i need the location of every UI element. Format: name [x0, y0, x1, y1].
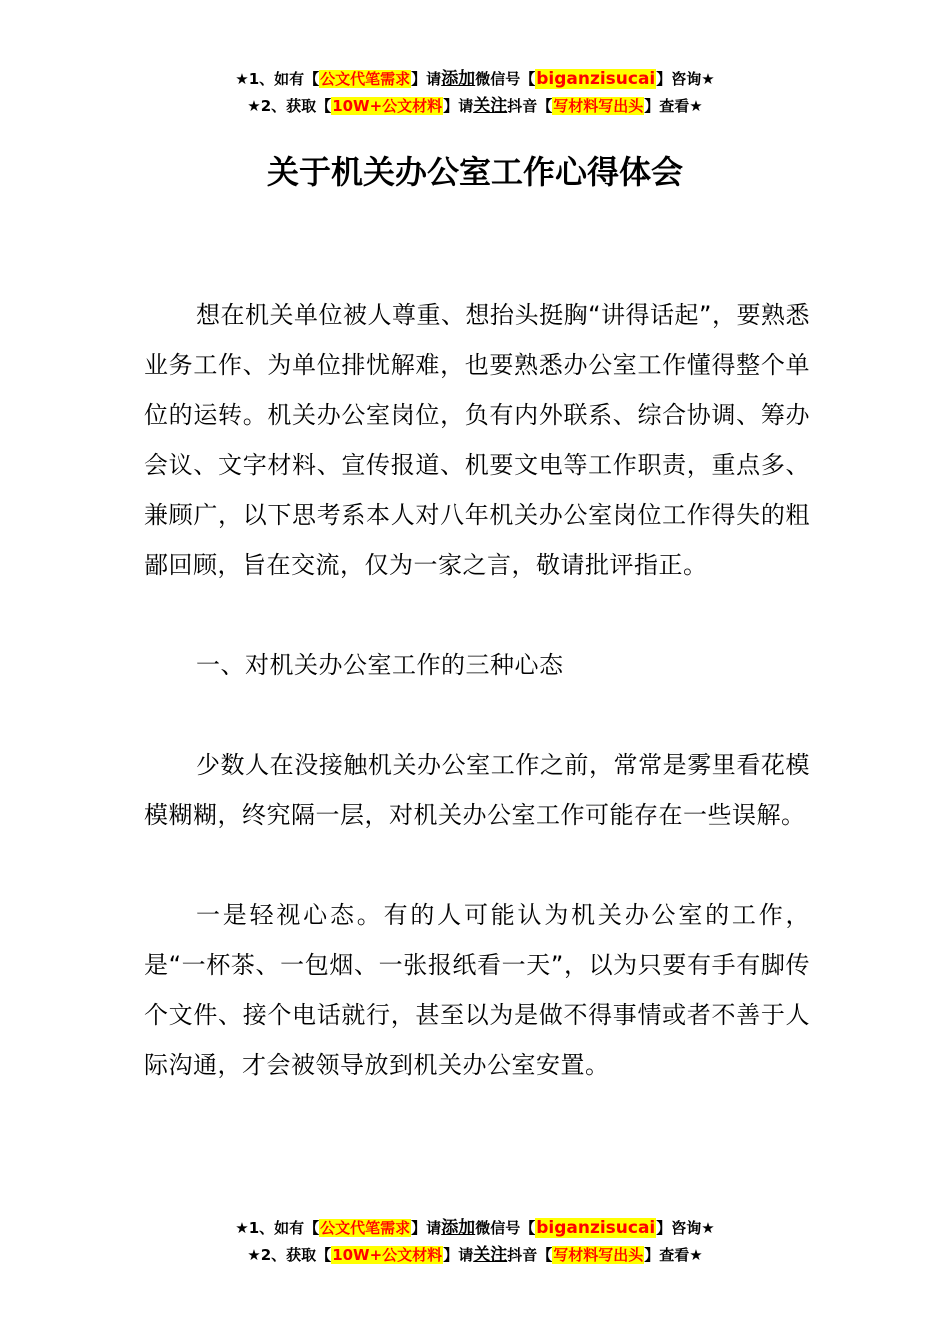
banner-text: 】请: [443, 1246, 474, 1264]
document-title: 关于机关办公室工作心得体会: [266, 153, 683, 191]
banner-text: 】请: [443, 97, 474, 115]
banner-text: 微信号【: [475, 1219, 536, 1237]
banner-highlight-wechat-id: biganzisucai: [536, 1218, 656, 1238]
banner-text: ★2、获取【: [247, 1246, 332, 1264]
banner-text: 】咨询★: [656, 70, 715, 88]
banner-underline: 关注: [473, 1245, 508, 1265]
banner-highlight-douyin: 写材料写出头: [553, 97, 644, 115]
paragraph: 少数人在没接触机关办公室工作之前，常常是雾里看花模模糊糊，终究隔一层，对机关办公室工作可能存在一些误解。: [144, 751, 810, 829]
section-heading: 一、对机关办公室工作的三种心态: [196, 651, 564, 679]
banner-line-1: [0, 1215, 950, 1242]
paragraph-intro: 想在机关单位被人尊重、想抬头挺胸“讲得话起”，要熟悉业务工作、为单位排忧解难，也要熟悉办公室工作懂得整个单位的运转。机关办公室岗位，负有内外联系、综合协调、筹办会议、文字材料、宣传报道、机要文电等工作职责，重点多、兼顾广，以下思考系本人对八年机关办公室岗位工作得失的粗鄙回顾，旨在交流，仅为一家之言，敬请批评指正。: [144, 301, 810, 579]
banner-highlight: 公文代笔需求: [320, 70, 411, 88]
banner-text: ★1、如有【: [235, 1219, 320, 1237]
banner-highlight-douyin: 写材料写出头: [553, 1246, 644, 1264]
banner-text: 】查看★: [644, 1246, 703, 1264]
footer-banner: [0, 1215, 950, 1269]
banner-highlight: 10W+公文材料: [332, 97, 443, 115]
banner-underline: 添加: [441, 1218, 476, 1238]
banner-text: 】请: [411, 70, 442, 88]
document-body: [144, 290, 810, 1140]
banner-text: ★2、获取【: [247, 97, 332, 115]
banner-text: 抖音【: [507, 97, 553, 115]
banner-highlight: 公文代笔需求: [320, 1219, 411, 1237]
banner-text: 】查看★: [644, 97, 703, 115]
banner-text: 抖音【: [507, 1246, 553, 1264]
banner-text: 微信号【: [475, 70, 536, 88]
banner-highlight-wechat-id: biganzisucai: [536, 69, 656, 89]
paragraph: 一是轻视心态。有的人可能认为机关办公室的工作，是“一杯茶、一包烟、一张报纸看一天”，以为只要有手有脚传个文件、接个电话就行，甚至以为是做不得事情或者不善于人际沟通，才会被领导放到机关办公室安置。: [144, 901, 810, 1079]
banner-text: 】请: [411, 1219, 442, 1237]
banner-text: 】咨询★: [656, 1219, 715, 1237]
header-banner: [0, 66, 950, 120]
banner-text: ★1、如有【: [235, 70, 320, 88]
banner-underline: 关注: [473, 96, 508, 116]
banner-underline: 添加: [441, 69, 476, 89]
banner-line-1: [0, 66, 950, 93]
banner-line-2: [0, 1242, 950, 1269]
banner-line-2: [0, 93, 950, 120]
banner-highlight: 10W+公文材料: [332, 1246, 443, 1264]
